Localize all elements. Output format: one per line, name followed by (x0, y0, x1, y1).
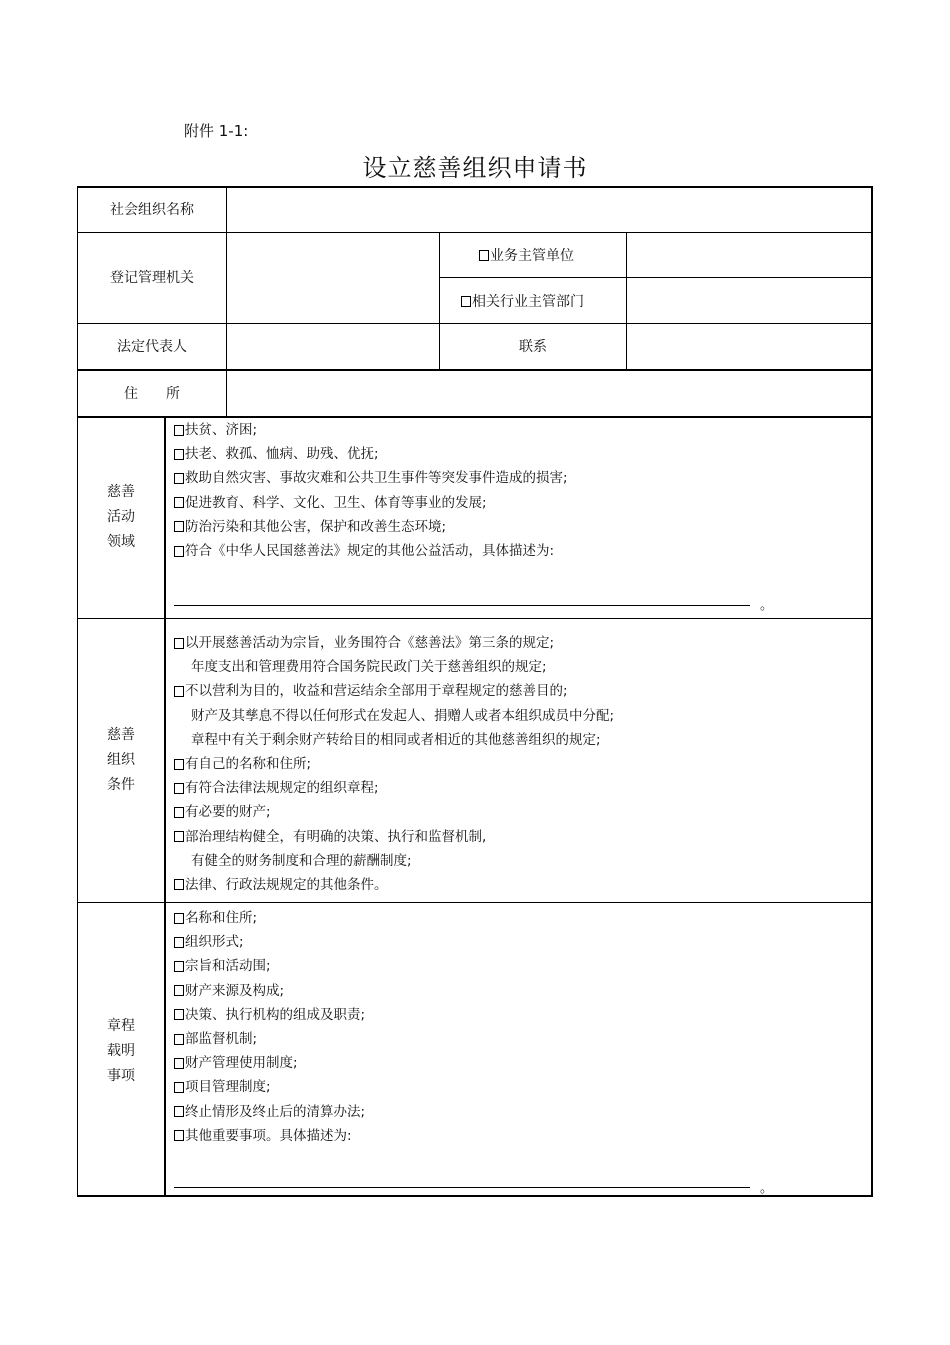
checkbox[interactable] (174, 425, 184, 436)
charter-field-label: 章程 载明 事项 (107, 1018, 135, 1084)
supervisor-option[interactable] (479, 245, 574, 265)
checkbox[interactable] (174, 783, 184, 794)
list-item-text: 其他重要事项。具体描述为: (185, 1127, 352, 1144)
list-item[interactable] (174, 930, 365, 954)
list-item-text: 组织形式; (185, 934, 244, 951)
checkbox[interactable] (174, 1034, 184, 1045)
list-item-text: 财产来源及构成; (185, 982, 285, 999)
charter-list (174, 906, 365, 1148)
contact-label: 联系 (519, 339, 547, 355)
list-item-text: 有必要的财产; (185, 804, 271, 821)
list-item-text: 扶老、救孤、恤病、助残、优抚; (185, 446, 379, 463)
checkbox[interactable] (174, 831, 184, 842)
list-item[interactable] (174, 979, 365, 1003)
list-item-text: 部监督机制; (185, 1030, 258, 1047)
checkbox[interactable] (174, 937, 184, 948)
checkbox[interactable] (174, 497, 184, 508)
org-name-label: 社会组织名称 (110, 202, 194, 218)
checkbox[interactable] (174, 546, 184, 557)
checkbox[interactable] (174, 638, 184, 649)
list-item-text: 促进教育、科学、文化、卫生、体育等事业的发展; (185, 494, 487, 511)
list-item[interactable] (174, 1027, 365, 1051)
list-item-text: 有符合法律法规规定的组织章程; (185, 780, 379, 797)
list-item[interactable] (174, 1124, 365, 1148)
list-item (174, 704, 614, 728)
checkbox[interactable] (174, 1058, 184, 1069)
list-item[interactable] (174, 825, 614, 849)
supervisor-label: 业务主管单位 (490, 248, 574, 264)
list-item[interactable] (174, 515, 568, 539)
list-item[interactable] (174, 442, 568, 466)
list-item[interactable] (174, 418, 568, 442)
list-item[interactable] (174, 752, 614, 776)
list-item[interactable] (174, 679, 614, 703)
checkbox[interactable] (174, 759, 184, 770)
list-item-text: 财产管理使用制度; (185, 1055, 298, 1072)
list-item[interactable] (174, 466, 568, 490)
checkbox[interactable] (174, 985, 184, 996)
checkbox[interactable] (174, 913, 184, 924)
industry-dept-option[interactable] (461, 291, 584, 311)
page-title: 设立慈善组织申请书 (362, 154, 588, 182)
activity-list (174, 418, 568, 563)
list-item (174, 728, 614, 752)
list-item (174, 655, 614, 679)
list-item[interactable] (174, 491, 568, 515)
period-mark: 。 (760, 1181, 774, 1196)
address-label: 住 所 (124, 386, 180, 402)
list-item[interactable] (174, 776, 614, 800)
list-item-text: 财产及其孳息不得以任何形式在发起人、捐赠人或者本组织成员中分配; (191, 707, 615, 724)
list-item[interactable] (174, 954, 365, 978)
checkbox[interactable] (174, 473, 184, 484)
period-mark: 。 (760, 598, 774, 613)
list-item-text: 有自己的名称和住所; (185, 755, 312, 772)
industry-dept-label: 相关行业主管部门 (472, 294, 584, 310)
checkbox[interactable] (174, 521, 184, 532)
registry-label: 登记管理机关 (110, 270, 194, 286)
list-item[interactable] (174, 1051, 365, 1075)
list-item[interactable] (174, 539, 568, 563)
list-item-text: 有健全的财务制度和合理的薪酬制度; (191, 852, 412, 869)
list-item[interactable] (174, 631, 614, 655)
list-item-text: 不以营利为目的，收益和营运结余全部用于章程规定的慈善目的; (185, 683, 568, 700)
list-item-text: 扶贫、济困; (185, 422, 258, 438)
list-item[interactable] (174, 1003, 365, 1027)
list-item-text: 救助自然灾害、事故灾难和公共卫生事件等突发事件造成的损害; (185, 470, 568, 487)
list-item-text: 法律、行政法规规定的其他条件。 (185, 876, 388, 893)
checkbox[interactable] (479, 250, 489, 261)
list-item[interactable] (174, 1075, 365, 1099)
list-item-text: 决策、执行机构的组成及职责; (185, 1006, 366, 1023)
list-item-text: 终止情形及终止后的清算办法; (185, 1103, 366, 1120)
charter-description-line[interactable] (174, 1187, 750, 1188)
checkbox[interactable] (174, 686, 184, 697)
legal-rep-label: 法定代表人 (117, 339, 187, 355)
condition-field-label: 慈善 组织 条件 (107, 727, 135, 793)
checkbox[interactable] (174, 449, 184, 460)
list-item-text: 项目管理制度; (185, 1079, 271, 1096)
list-item-text: 宗旨和活动围; (185, 958, 271, 975)
list-item-text: 名称和住所; (185, 910, 258, 926)
checkbox[interactable] (174, 807, 184, 818)
list-item[interactable] (174, 906, 365, 930)
checkbox[interactable] (174, 961, 184, 972)
checkbox[interactable] (174, 879, 184, 890)
list-item-text: 章程中有关于剩余财产转给目的相同或者相近的其他慈善组织的规定; (191, 731, 601, 748)
list-item-text: 部治理结构健全，有明确的决策、执行和监督机制, (185, 828, 487, 845)
list-item[interactable] (174, 1100, 365, 1124)
list-item-text: 年度支出和管理费用符合国务院民政门关于慈善组织的规定; (191, 659, 547, 676)
list-item (174, 849, 614, 873)
activity-field-label: 慈善 活动 领域 (107, 484, 135, 550)
list-item[interactable] (174, 800, 614, 824)
checkbox[interactable] (174, 1009, 184, 1020)
checkbox[interactable] (174, 1106, 184, 1117)
checkbox[interactable] (461, 296, 471, 307)
list-item[interactable] (174, 873, 614, 897)
checkbox[interactable] (174, 1082, 184, 1093)
activity-description-line[interactable] (174, 605, 750, 606)
list-item-text: 防治污染和其他公害，保护和改善生态环境; (185, 518, 447, 535)
checkbox[interactable] (174, 1130, 184, 1141)
condition-list (174, 631, 614, 897)
attachment-label: 附件 1-1: (184, 122, 249, 140)
list-item-text: 符合《中华人民国慈善法》规定的其他公益活动，具体描述为: (185, 542, 555, 559)
list-item-text: 以开展慈善活动为宗旨，业务围符合《慈善法》第三条的规定; (185, 635, 555, 651)
